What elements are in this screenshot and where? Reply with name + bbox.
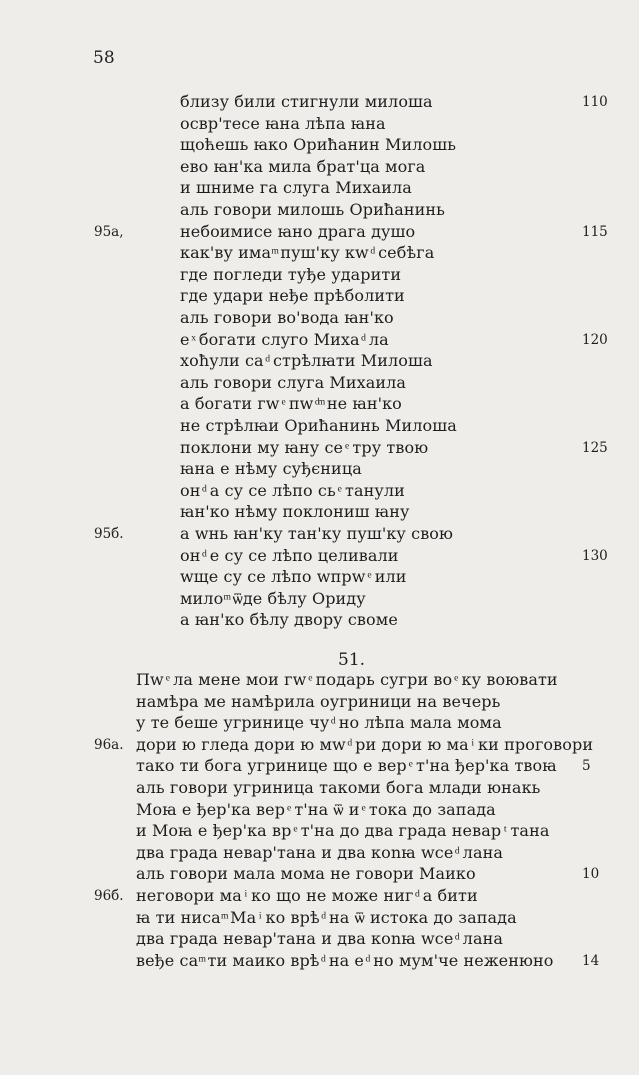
verse-line: неговори ма ͥ ко що не може ниг ͩ а бити <box>136 886 478 905</box>
verse-line: два града невар'тана и два коnꙗ wсе ͩ лана <box>136 842 503 862</box>
line-number: 115 <box>582 223 608 240</box>
folio-marker: 96б. <box>94 888 124 904</box>
verse-line: аль говори слуга Михаила <box>180 372 407 392</box>
verse-line: небоимисе ꙗно драга душо <box>180 221 416 241</box>
verse-line: ево ꙗн'ка мила брат'ца мога <box>180 156 426 176</box>
line-number: 130 <box>582 547 608 564</box>
verse-line: тако ти бога угринице що е вер ͤ т'на ђер'ка твоꙗ <box>136 756 557 776</box>
verse-line: Моꙗ е ђер'ка вер ͤ т'на ѿ и ͤ тока до запада <box>136 799 496 819</box>
line-number: 120 <box>582 331 608 348</box>
verse-line: у те беше угринице чу ͩ но лѣпа мала мома <box>136 713 502 733</box>
verse-line: где погледи туђе ударити <box>180 264 402 284</box>
verse-line: освр'тесе ꙗна лѣпа ꙗна <box>180 113 386 133</box>
verse-line: аль говори угриница такоми бога млади юнакь <box>136 778 541 797</box>
verse-line: а богати гw ͤ пw ͩ ͫ не ꙗн'ко <box>180 394 402 414</box>
verse-line: и Моꙗ е ђер'ка вр ͤ т'на до два града невар ͭ тана <box>136 821 550 841</box>
verse-line: ꙗ ти ниса ͫ Ма ͥ ко врѣ ͩ на ѿ истока до запада <box>136 907 517 927</box>
verse-line: Пw ͤ ла мене мои гw ͤ подарь сугри во ͤ ку воювати <box>136 670 558 689</box>
verse-line: ꙗна е нѣму суђєница <box>180 459 362 479</box>
line-number: 110 <box>582 94 608 110</box>
verse-line: где удари неђе прѣболити <box>180 286 405 306</box>
verse-line: е ͯ богати слуго Миха ͩ ла <box>180 329 389 349</box>
verse-line: как'ву има ͫ пуш'ку кw ͩ себѣга <box>180 243 435 263</box>
verse-line: поклони му ꙗну се ͤ тру твою <box>180 437 429 457</box>
verse-line: дори ю гледа дори ю мw ͩ ри дори ю ма ͥ ки проговори <box>136 734 594 754</box>
verse-line: аль говори во'вода ꙗн'ко <box>180 308 394 327</box>
verse-line: а ꙗн'ко бѣлу двору своме <box>180 610 398 630</box>
line-number: 10 <box>582 866 600 883</box>
verse-line: близу били стигнули милоша <box>180 92 433 111</box>
verse-line: мило ͫ ѿде бѣлу Ориду <box>180 588 366 608</box>
verse-line: ꙗн'ко нѣму поклониш ꙗну <box>180 502 410 522</box>
line-number: 5 <box>582 758 591 775</box>
verse-line: а wнь ꙗн'ку тан'ку пуш'ку свою <box>180 524 454 543</box>
page-number: 58 <box>93 48 115 68</box>
folio-marker: 96а. <box>94 736 124 753</box>
verse-line: wще су се лѣпо wпрw ͤ или <box>180 567 407 587</box>
folio-marker: 95а, <box>94 223 124 240</box>
line-number: 14 <box>582 952 600 969</box>
line-number: 125 <box>582 439 608 456</box>
folio-marker: 95б. <box>94 526 124 542</box>
verse-line: и шниме га слуга Михаила <box>180 178 412 198</box>
verse-line: не стрѣлꙗи Ориħанинь Милоша <box>180 416 457 435</box>
verse-line: хоħули са ͩ стрѣлꙗти Милоша <box>180 351 433 371</box>
verse-line: аль говори мала мома не говори Маико <box>136 864 476 884</box>
poem-51-heading: 51. <box>338 650 366 670</box>
verse-line: аль говори милошь Ориħанинь <box>180 200 445 219</box>
verse-line: намѣра ме намѣрила оугриници на вечерь <box>136 691 501 711</box>
verse-line: щоћешь ꙗко Ориħанин Милошь <box>180 135 457 155</box>
verse-line: он ͩ а су се лѣпо сь ͤ танули <box>180 480 405 500</box>
verse-line: он ͩ е су се лѣпо целивали <box>180 545 399 565</box>
verse-line: два града невар'тана и два коnꙗ wсе ͩ лана <box>136 929 503 949</box>
verse-line: веђе са ͫ ти маико врѣ ͩ на е ͩ но мум'че неженюно <box>136 950 554 970</box>
